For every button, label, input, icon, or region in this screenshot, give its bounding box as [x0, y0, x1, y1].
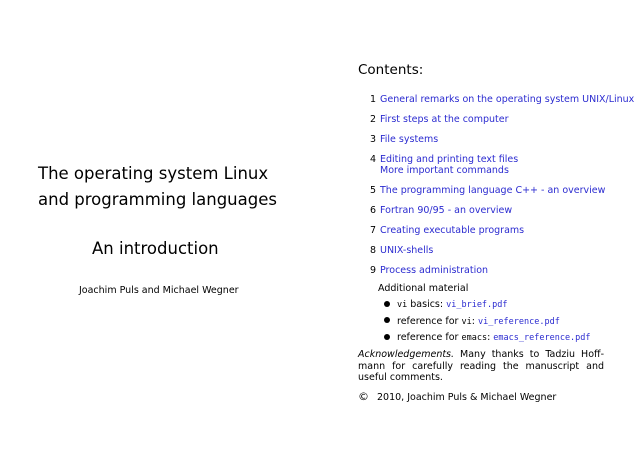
toc-item-4[interactable]	[370, 154, 635, 176]
toc-link[interactable]: Process administration	[380, 265, 489, 276]
list-item	[384, 297, 591, 314]
copyright-text: 2010, Joachim Puls & Michael Wegner	[377, 392, 557, 403]
item-text: reference for	[397, 332, 462, 343]
toc-link[interactable]: UNIX-shells	[380, 245, 434, 256]
authors: Joachim Puls and Michael Wegner	[79, 285, 239, 296]
additional-material-heading: Additional material	[378, 283, 469, 294]
toc-number: 5	[370, 185, 377, 196]
toc-link[interactable]: Creating executable programs	[380, 225, 525, 236]
title-line-2: and programming languages	[38, 190, 277, 209]
toc-link-secondary[interactable]: More important commands	[380, 165, 509, 176]
document-title	[38, 161, 338, 213]
subtitle: An introduction	[92, 239, 219, 258]
toc-link[interactable]: The programming language C++ - an overview	[380, 185, 606, 196]
toc-link[interactable]: General remarks on the operating system UNIX/Linux	[380, 94, 635, 105]
toc-item-7[interactable]	[370, 225, 635, 236]
toc-item-2[interactable]	[370, 114, 635, 125]
pdf-link[interactable]: vi_brief.pdf	[446, 300, 508, 310]
item-text: basics:	[407, 299, 447, 310]
toc-number: 2	[370, 114, 377, 125]
title-line-1: The operating system Linux	[38, 164, 269, 183]
toc-number: 1	[370, 94, 377, 105]
pdf-link[interactable]: vi_reference.pdf	[477, 316, 560, 327]
item-text: reference for	[397, 315, 462, 327]
toc-number: 9	[370, 265, 377, 276]
bullet-icon	[384, 317, 390, 323]
code-text: vi	[397, 300, 408, 310]
bullet-icon	[384, 334, 390, 340]
item-text: :	[471, 315, 478, 327]
toc-item-3[interactable]	[370, 134, 635, 145]
toc-item-9[interactable]	[370, 265, 635, 276]
toc-number: 6	[370, 205, 377, 216]
code-text: emacs	[461, 333, 488, 343]
toc-link[interactable]: Fortran 90/95 - an overview	[380, 205, 513, 216]
list-item	[384, 330, 591, 347]
pdf-link[interactable]: emacs_reference.pdf	[493, 333, 591, 343]
toc-number: 8	[370, 245, 377, 256]
acknowledgements-label: Acknowledgements.	[358, 349, 455, 360]
toc-link[interactable]: First steps at the computer	[380, 114, 509, 125]
toc-link[interactable]: File systems	[380, 134, 439, 145]
toc-number: 4	[370, 154, 377, 165]
toc-item-1[interactable]	[370, 94, 635, 105]
toc-item-5[interactable]	[370, 185, 635, 196]
copyright-icon: ©	[358, 390, 369, 403]
item-text: :	[487, 332, 494, 343]
toc-link[interactable]: Editing and printing text files	[380, 154, 519, 165]
contents-heading: Contents:	[358, 62, 424, 78]
copyright	[358, 390, 556, 403]
bullet-icon	[384, 301, 390, 307]
list-item	[384, 314, 591, 331]
additional-material-list	[384, 297, 591, 347]
code-text: vi	[461, 316, 472, 327]
toc-item-8[interactable]	[370, 245, 635, 256]
table-of-contents	[370, 94, 635, 285]
toc-number: 7	[370, 225, 377, 236]
toc-item-6[interactable]	[370, 205, 635, 216]
acknowledgements-text: Many thanks to Tadziu Hoff-mann for carefully reading the manuscript and useful comments.	[358, 349, 604, 383]
acknowledgements	[358, 349, 604, 384]
toc-number: 3	[370, 134, 377, 145]
